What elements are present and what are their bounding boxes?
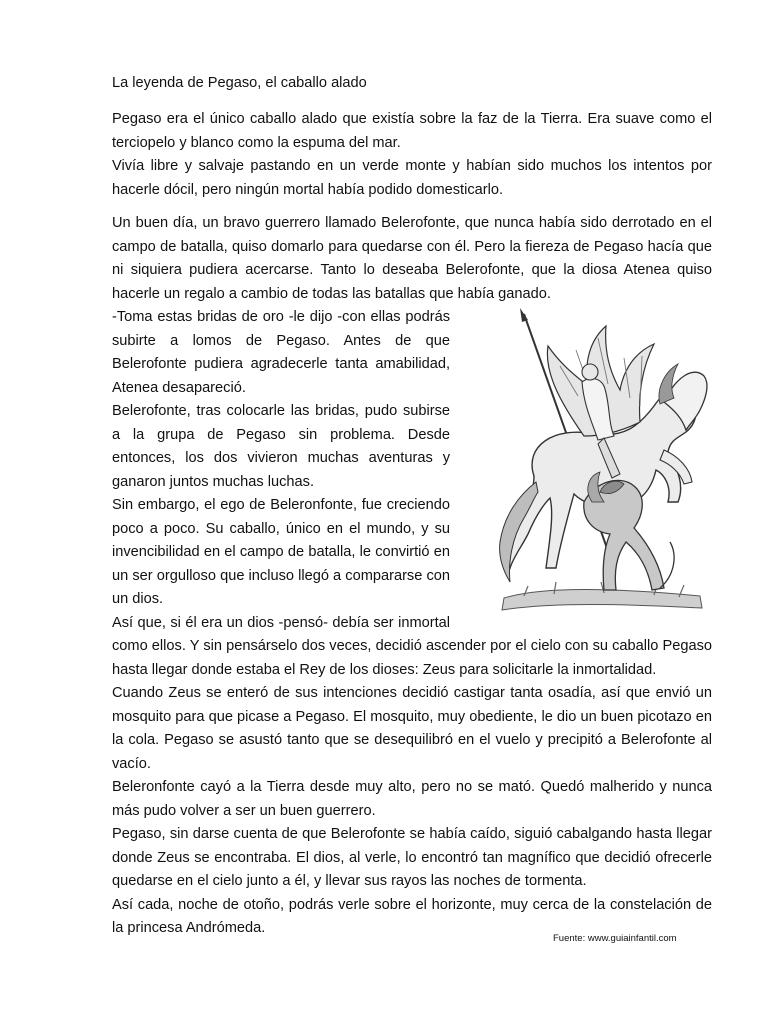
story-paragraph: Sin embargo, el ego de Beleronfonte, fue creciendo poco a poco. Su caballo, único en el mundo, y su invencibilidad en el campo de batalla, le convirtió en un ser orgulloso que incluso llegó a compararse con un dios.	[112, 497, 450, 607]
story-paragraph: -Toma estas bridas de oro -le dijo -con ellas podrás subirte a lomos de Pegaso. Antes de que Belerofonte pudiera agradecerle tanta amabilidad, Atenea desapareció.	[112, 309, 450, 396]
story-paragraph: Beleronfonte cayó a la Tierra desde muy alto, pero no se mató. Quedó malherido y nunca más pudo volver a ser un buen guerrero.	[112, 779, 712, 819]
paragraph-1-line: Vivía libre y salvaje pastando en un verde monte y habían sido muchos los intentos por hacerle dócil, pero ningún mortal había podido domesticarlo.	[112, 158, 712, 198]
story-paragraph: Así que, si él era un dios -pensó- debía ser inmortal como ellos. Y sin pensárselo dos veces, decidió ascender por el cielo con su caballo Pegaso hasta llegar donde estaba el Rey de los dioses: Zeus para solicitarle la inmortalidad.	[112, 614, 712, 678]
story-body	[112, 306, 712, 941]
paragraph-2: Un buen día, un bravo guerrero llamado Belerofonte, que nunca había sido derrotado en el campo de batalla, quiso domarlo para quedarse con él. Pero la fiereza de Pegaso hacía que ni siquiera pudiera acercarse. Tanto lo deseaba Belerofonte, que la diosa Atenea quiso hacerle un regalo a cambio de todas las batallas que había ganado.	[112, 215, 712, 302]
story-paragraph: Cuando Zeus se enteró de sus intenciones decidió castigar tanta osadía, así que envió un mosquito para que picase a Pegaso. El mosquito, muy obediente, le dio un buen picotazo en la cola. Pegaso se asustó tanto que se desequilibró en el vuelo y precipitó a Belerofonte al vacío.	[112, 685, 712, 772]
pegasus-bellerophon-icon	[464, 306, 712, 616]
story-paragraph: Belerofonte, tras colocarle las bridas, pudo subirse a la grupa de Pegaso sin problema. Desde entonces, los dos vivieron muchas aventuras y ganaron juntos muchas luchas.	[112, 403, 450, 490]
story-paragraph: Así cada, noche de otoño, podrás verle sobre el horizonte, muy cerca de la constelación de la princesa Andrómeda.	[112, 896, 712, 936]
paragraph-1-line: Pegaso era el único caballo alado que existía sobre la faz de la Tierra. Era suave como el terciopelo y blanco como la espuma del mar.	[112, 111, 712, 151]
story-paragraph: Pegaso, sin darse cuenta de que Belerofonte se había caído, siguió cabalgando hasta llegar donde Zeus se encontraba. El dios, al verle, lo encontró tan magnífico que decidió ofrecerle quedarse en el cielo junto a él, y llevar sus rayos las noches de tormenta.	[112, 826, 712, 889]
pegasus-illustration	[464, 306, 712, 616]
source-credit: Fuente: www.guiainfantil.com	[553, 933, 677, 944]
document-title: La leyenda de Pegaso, el caballo alado	[112, 75, 367, 91]
paragraph-1	[112, 108, 712, 202]
